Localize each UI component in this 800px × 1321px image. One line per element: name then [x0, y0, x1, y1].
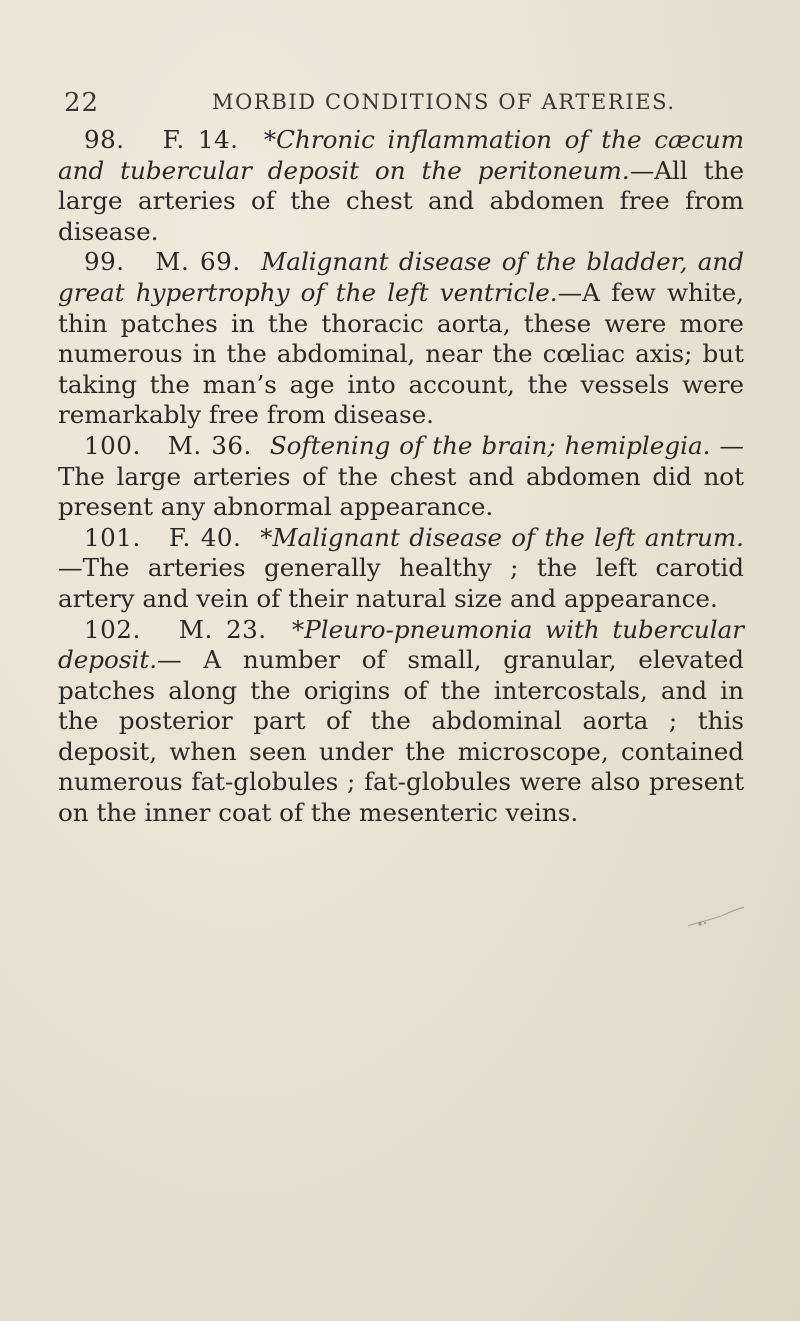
case-entry-99 — [58, 247, 744, 431]
page-number: 22 — [64, 88, 100, 118]
case-entry-98 — [58, 125, 744, 247]
running-head — [64, 88, 744, 118]
case-title: *Chronic inflammation of the cæcum and tubercular deposit on the peritoneum. — [58, 125, 745, 185]
case-description: —A few white, thin patches in the thoracic aorta, these were more numerous in the abdominal, near the cœliac axis; but taking the man’s age into account, the vessels were remarkably free from disease. — [58, 277, 744, 430]
case-number: 101. — [84, 522, 141, 552]
running-title: MORBID CONDITIONS OF ARTERIES. — [212, 90, 676, 114]
case-title: *Malignant disease of the left antrum. — [260, 522, 745, 552]
case-reference: F. 40. — [168, 522, 242, 552]
case-title: *Pleuro-pneumonia with tubercular deposit. — [58, 614, 745, 675]
case-reference: M. 36. — [167, 430, 252, 460]
case-description: — A number of small, granular, elevated patches along the origins of the intercostals, and in the posterior part of the abdominal aorta ; this deposit, when seen under the microscope, contained numerous fat-globules ; fat-globules were also present on the inner coat of the mesenteric veins. — [58, 645, 744, 828]
body-text — [58, 125, 744, 829]
case-number: 99. — [84, 247, 125, 277]
case-entry-100 — [58, 431, 744, 523]
case-title: Malignant disease of the bladder, and great hypertrophy of the left ventricle. — [58, 247, 744, 307]
ink-smudge — [686, 906, 746, 930]
case-number: 100. — [84, 430, 141, 460]
case-reference: F. 14. — [162, 125, 239, 154]
case-reference: M. 23. — [178, 614, 267, 644]
case-reference: M. 69. — [155, 247, 241, 277]
case-description: —All the large arteries of the chest and abdomen free from disease. — [58, 155, 744, 246]
case-description: — The large arteries of the chest and abdomen did not present any abnormal appearance. — [58, 430, 745, 522]
case-entry-102 — [58, 615, 744, 829]
case-title: Softening of the brain; hemiplegia. — [269, 430, 711, 460]
case-entry-101 — [58, 523, 744, 615]
case-number: 102. — [84, 614, 141, 644]
case-number: 98. — [84, 125, 125, 154]
case-description: —The arteries generally healthy ; the left carotid artery and vein of their natural size and appearance. — [58, 553, 744, 613]
